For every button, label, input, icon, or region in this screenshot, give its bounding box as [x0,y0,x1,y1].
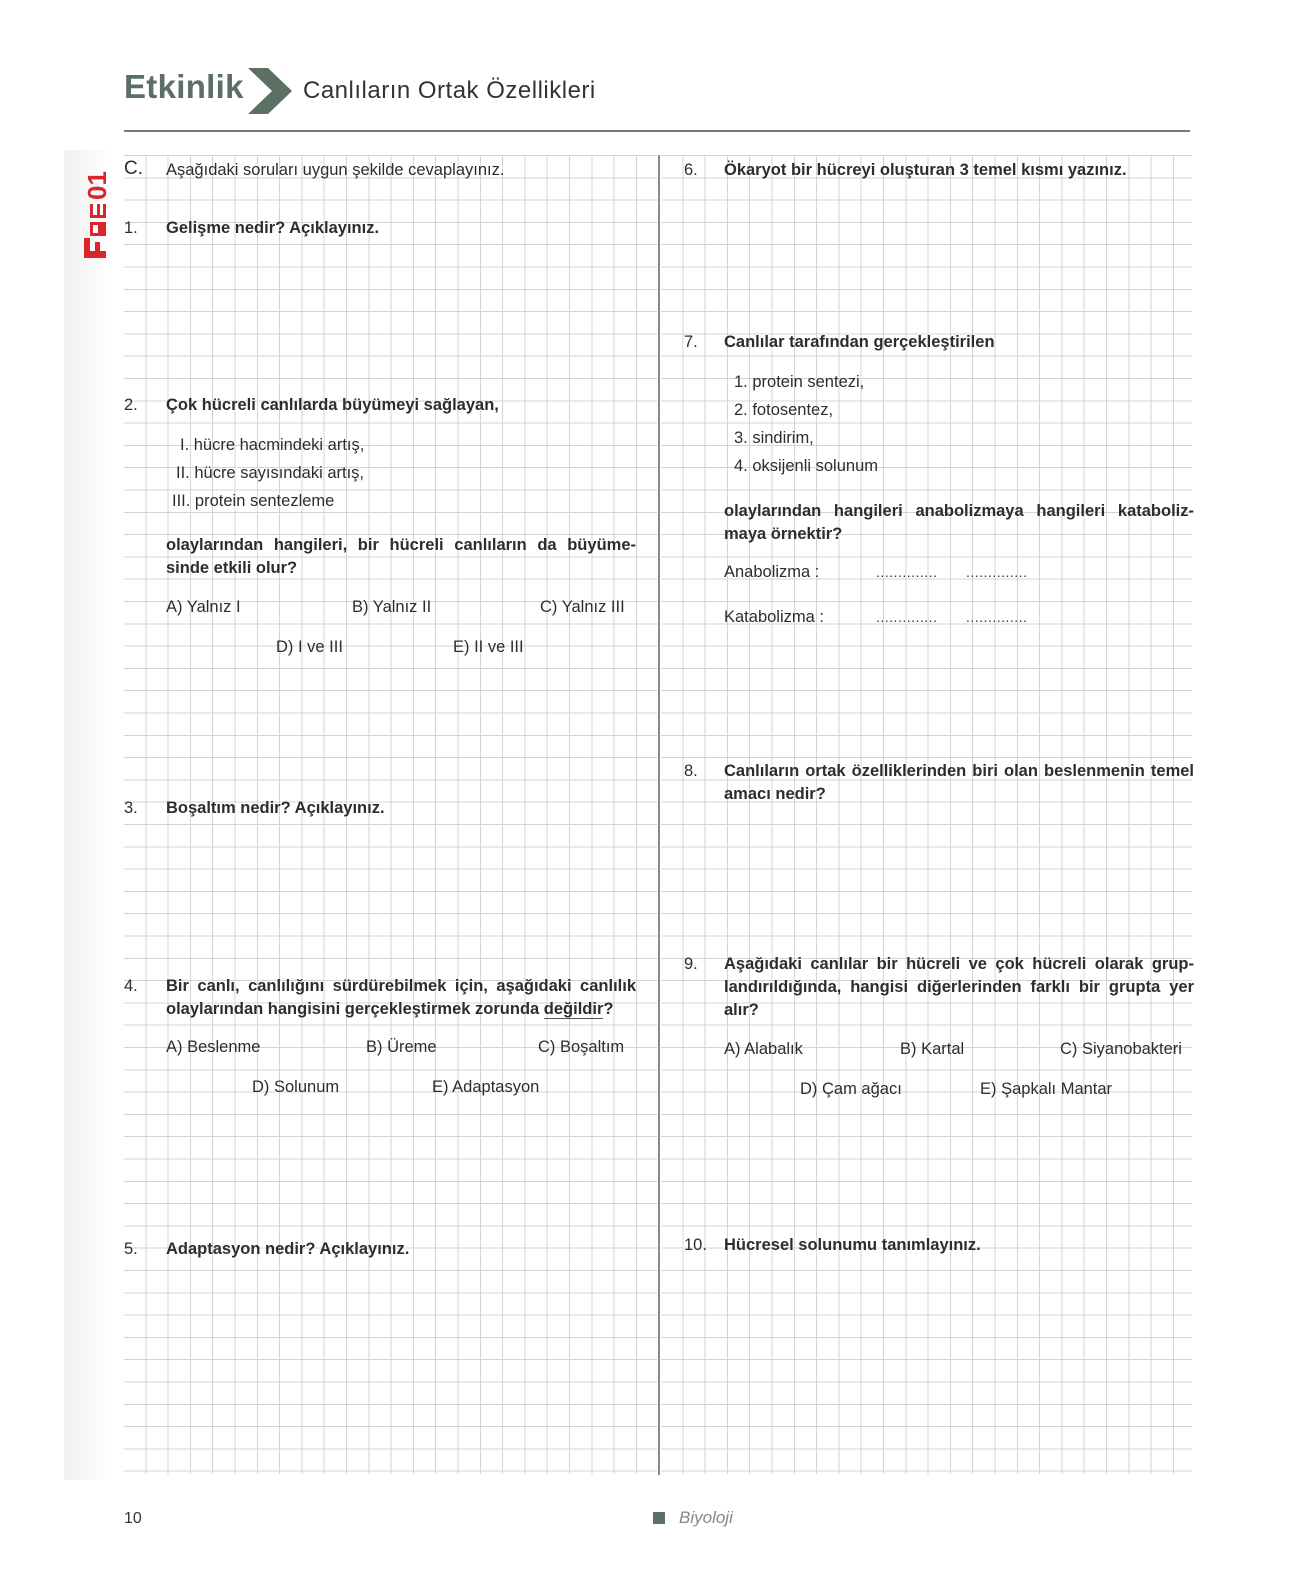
q10-text: Hücresel solunumu tanımlayınız. [724,1236,981,1254]
q9-option-e[interactable]: E) Şapkalı Mantar [980,1080,1113,1098]
q2-item-2: II. hücre sayısındaki artış, [176,464,364,482]
q7-item-1: 1. protein sentezi, [734,373,865,391]
q5-number: 5. [124,1240,138,1258]
q6-text: Ökaryot bir hücreyi oluşturan 3 temel kısmı yazınız. [724,161,1127,179]
q4-qmark: ? [603,1000,614,1018]
q4-negation: değildir [543,1000,604,1018]
q2-number: 2. [124,396,138,414]
q7-question: olaylarından hangileri anabolizmaya hangileri katabolizmaya örnektir? [724,502,1194,543]
q5-text: Adaptasyon nedir? Açıklayınız. [166,1240,410,1258]
q9-option-a[interactable]: A) Alabalık [724,1040,803,1058]
square-bullet-icon [653,1512,665,1524]
q2-question: olaylarından hangileri, bir hücreli canlıların da büyümesinde etkili olur? [166,536,636,577]
section-instruction: Aşağıdaki soruları uygun şekilde cevaplayınız. [166,161,505,179]
q8-text: Canlıların ortak özelliklerinden biri olan beslenmenin temel amacı nedir? [724,762,1194,803]
anabolizma-label: Anabolizma : [724,563,820,581]
q7-number: 7. [684,333,698,351]
katabolizma-blank-1[interactable]: .............. [876,609,938,625]
anabolizma-blank-2[interactable]: .............. [966,564,1028,580]
q9-option-b[interactable]: B) Kartal [900,1040,965,1058]
section-letter: C. [124,158,143,179]
q4-option-e[interactable]: E) Adaptasyon [432,1078,540,1096]
q9-option-c[interactable]: C) Siyanobakteri [1060,1040,1182,1058]
q2-option-e[interactable]: E) II ve III [453,638,524,656]
q2-option-d[interactable]: D) I ve III [276,638,343,656]
katabolizma-label: Katabolizma : [724,608,824,626]
activity-label: Etkinlik [124,68,244,105]
q2-item-1: I. hücre hacmindeki artış, [180,436,365,454]
q1-number: 1. [124,219,138,237]
header-rule [124,130,1190,132]
q1-text: Gelişme nedir? Açıklayınız. [166,219,380,237]
anabolizma-blank-1[interactable]: .............. [876,564,938,580]
q4-text [166,975,636,1021]
q2-option-c[interactable]: C) Yalnız III [540,598,625,616]
q2-option-a[interactable]: A) Yalnız I [166,598,241,616]
q8-number: 8. [684,762,698,780]
q9-option-d[interactable]: D) Çam ağacı [800,1080,902,1098]
column-divider [658,155,660,1475]
q4-option-c[interactable]: C) Boşaltım [538,1038,625,1056]
fasikul-01-logo [60,150,120,260]
q7-stem: Canlılar tarafından gerçekleştirilen [724,333,995,351]
side-strip [64,150,114,1480]
q7-item-2: 2. fotosentez, [734,401,834,419]
q4-option-b[interactable]: B) Üreme [366,1038,437,1056]
q7-item-3: 3. sindirim, [734,429,814,447]
q3-text: Boşaltım nedir? Açıklayınız. [166,799,385,817]
q2-item-3: III. protein sentezleme [172,492,335,510]
katabolizma-blank-2[interactable]: .............. [966,609,1028,625]
q9-number: 9. [684,955,698,973]
q4-option-d[interactable]: D) Solunum [252,1078,340,1096]
q4-number: 4. [124,977,138,995]
svg-text:01: 01 [82,171,112,200]
page-number: 10 [124,1510,142,1527]
q7-item-4: 4. oksijenli solunum [734,457,878,475]
q4-text-main: Bir canlı, canlılığını sürdürebilmek için, aşağıdaki canlılık olaylarından hangisini gerçekleştirmek zorunda [166,977,636,1018]
subject-label: Biyoloji [679,1508,733,1527]
q2-option-b[interactable]: B) Yalnız II [352,598,432,616]
q4-option-a[interactable]: A) Beslenme [166,1038,261,1056]
chevron-right-icon [248,68,292,114]
q3-number: 3. [124,799,138,817]
q6-number: 6. [684,161,698,179]
page-title: Canlıların Ortak Özellikleri [303,77,596,104]
q10-number: 10. [684,1236,707,1254]
q9-text: Aşağıdaki canlılar bir hücreli ve çok hücreli olarak gruplandırıldığında, hangisi diğerlerinden farklı bir grupta yer alır? [724,955,1194,1019]
q2-stem: Çok hücreli canlılarda büyümeyi sağlayan, [166,396,499,414]
